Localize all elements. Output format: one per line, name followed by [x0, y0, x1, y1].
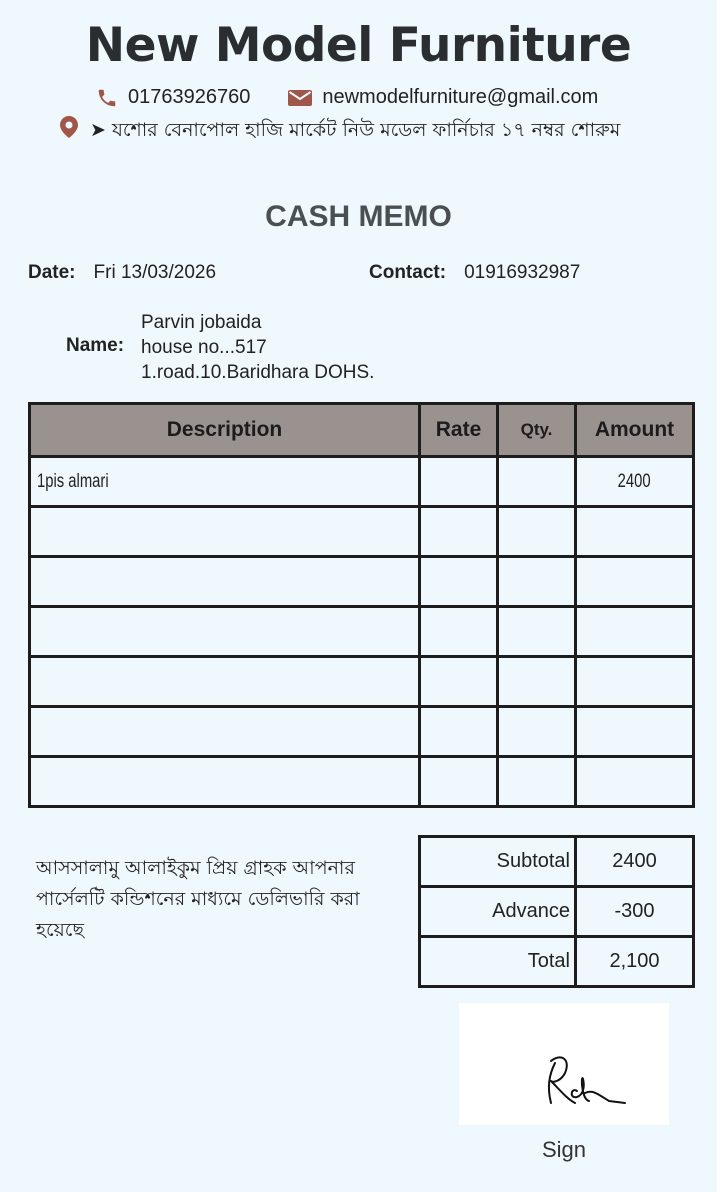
rate-cell	[420, 507, 498, 557]
advance-row	[420, 887, 694, 937]
advance-value: -300	[576, 887, 694, 937]
description-cell	[30, 707, 420, 757]
memo-title: CASH MEMO	[265, 200, 452, 233]
amount-cell	[576, 557, 694, 607]
advance-label: Advance	[420, 887, 576, 937]
description-cell	[30, 757, 420, 807]
name-line: Parvin jobaida	[141, 312, 262, 333]
qty-cell	[498, 457, 576, 507]
amount-cell	[576, 607, 694, 657]
table-row	[30, 457, 694, 507]
signature-box	[459, 1003, 669, 1125]
totals-table	[418, 835, 695, 988]
rate-cell	[420, 607, 498, 657]
address-text: ➤ যশোর বেনাপোল হাজি মার্কেট নিউ মডেল ফার্নিচার ১৭ নম্বর শোরুম	[90, 119, 621, 141]
qty-cell	[498, 557, 576, 607]
shop-name: New Model Furniture	[85, 18, 632, 73]
sign-label: Sign	[541, 1137, 587, 1162]
table-row	[30, 707, 694, 757]
table-row	[30, 507, 694, 557]
name-line: house no...517	[141, 337, 267, 358]
amount-cell	[576, 707, 694, 757]
table-header-row	[30, 404, 694, 457]
location-pin-icon	[60, 116, 78, 138]
signature-image	[459, 1003, 669, 1125]
header-description: Description	[30, 404, 420, 457]
amount-cell	[576, 507, 694, 557]
amount-cell	[576, 757, 694, 807]
shop-address	[60, 116, 640, 144]
cell-text: 2400	[618, 470, 651, 492]
subtotal-value: 2400	[576, 837, 694, 887]
mail-icon	[288, 89, 312, 107]
qty-cell	[498, 757, 576, 807]
contact-value: 01916932987	[464, 262, 581, 283]
description-cell	[30, 507, 420, 557]
items-table	[28, 402, 695, 808]
phone-number: 01763926760	[128, 86, 251, 108]
table-row	[30, 557, 694, 607]
table-row	[30, 607, 694, 657]
description-cell	[30, 607, 420, 657]
qty-cell	[498, 507, 576, 557]
cell-text: 1pis almari	[37, 470, 109, 492]
header-rate: Rate	[420, 404, 498, 457]
total-label: Total	[420, 937, 576, 987]
total-value: 2,100	[576, 937, 694, 987]
rate-cell	[420, 657, 498, 707]
contact-label: Contact:	[369, 262, 447, 283]
table-row	[30, 757, 694, 807]
header-amount: Amount	[576, 404, 694, 457]
contact-line	[96, 86, 598, 109]
amount-cell	[576, 457, 694, 507]
date-label: Date:	[28, 262, 76, 283]
phone-group	[96, 86, 250, 109]
description-cell	[30, 457, 420, 507]
greeting-message: আসসালামু আলাইকুম প্রিয় গ্রাহক আপনার পার্সেলটি কন্ডিশনের মাধ্যমে ডেলিভারি করা হয়েছে	[36, 857, 360, 941]
qty-cell	[498, 607, 576, 657]
date-value: Fri 13/03/2026	[93, 262, 217, 283]
email-address: newmodelfurniture@gmail.com	[322, 86, 599, 108]
rate-cell	[420, 557, 498, 607]
subtotal-row	[420, 837, 694, 887]
amount-cell	[576, 657, 694, 707]
name-line: 1.road.10.Baridhara DOHS.	[141, 362, 375, 383]
phone-icon	[96, 87, 118, 109]
rate-cell	[420, 757, 498, 807]
rate-cell	[420, 457, 498, 507]
subtotal-label: Subtotal	[420, 837, 576, 887]
total-row	[420, 937, 694, 987]
customer-name-value	[141, 310, 374, 385]
rate-cell	[420, 707, 498, 757]
description-cell	[30, 557, 420, 607]
email-group	[288, 86, 598, 109]
table-row	[30, 657, 694, 707]
date-field	[28, 262, 216, 284]
qty-cell	[498, 707, 576, 757]
name-label: Name:	[66, 335, 125, 356]
header-qty: Qty.	[498, 404, 576, 457]
description-cell	[30, 657, 420, 707]
qty-cell	[498, 657, 576, 707]
contact-field	[369, 262, 580, 284]
